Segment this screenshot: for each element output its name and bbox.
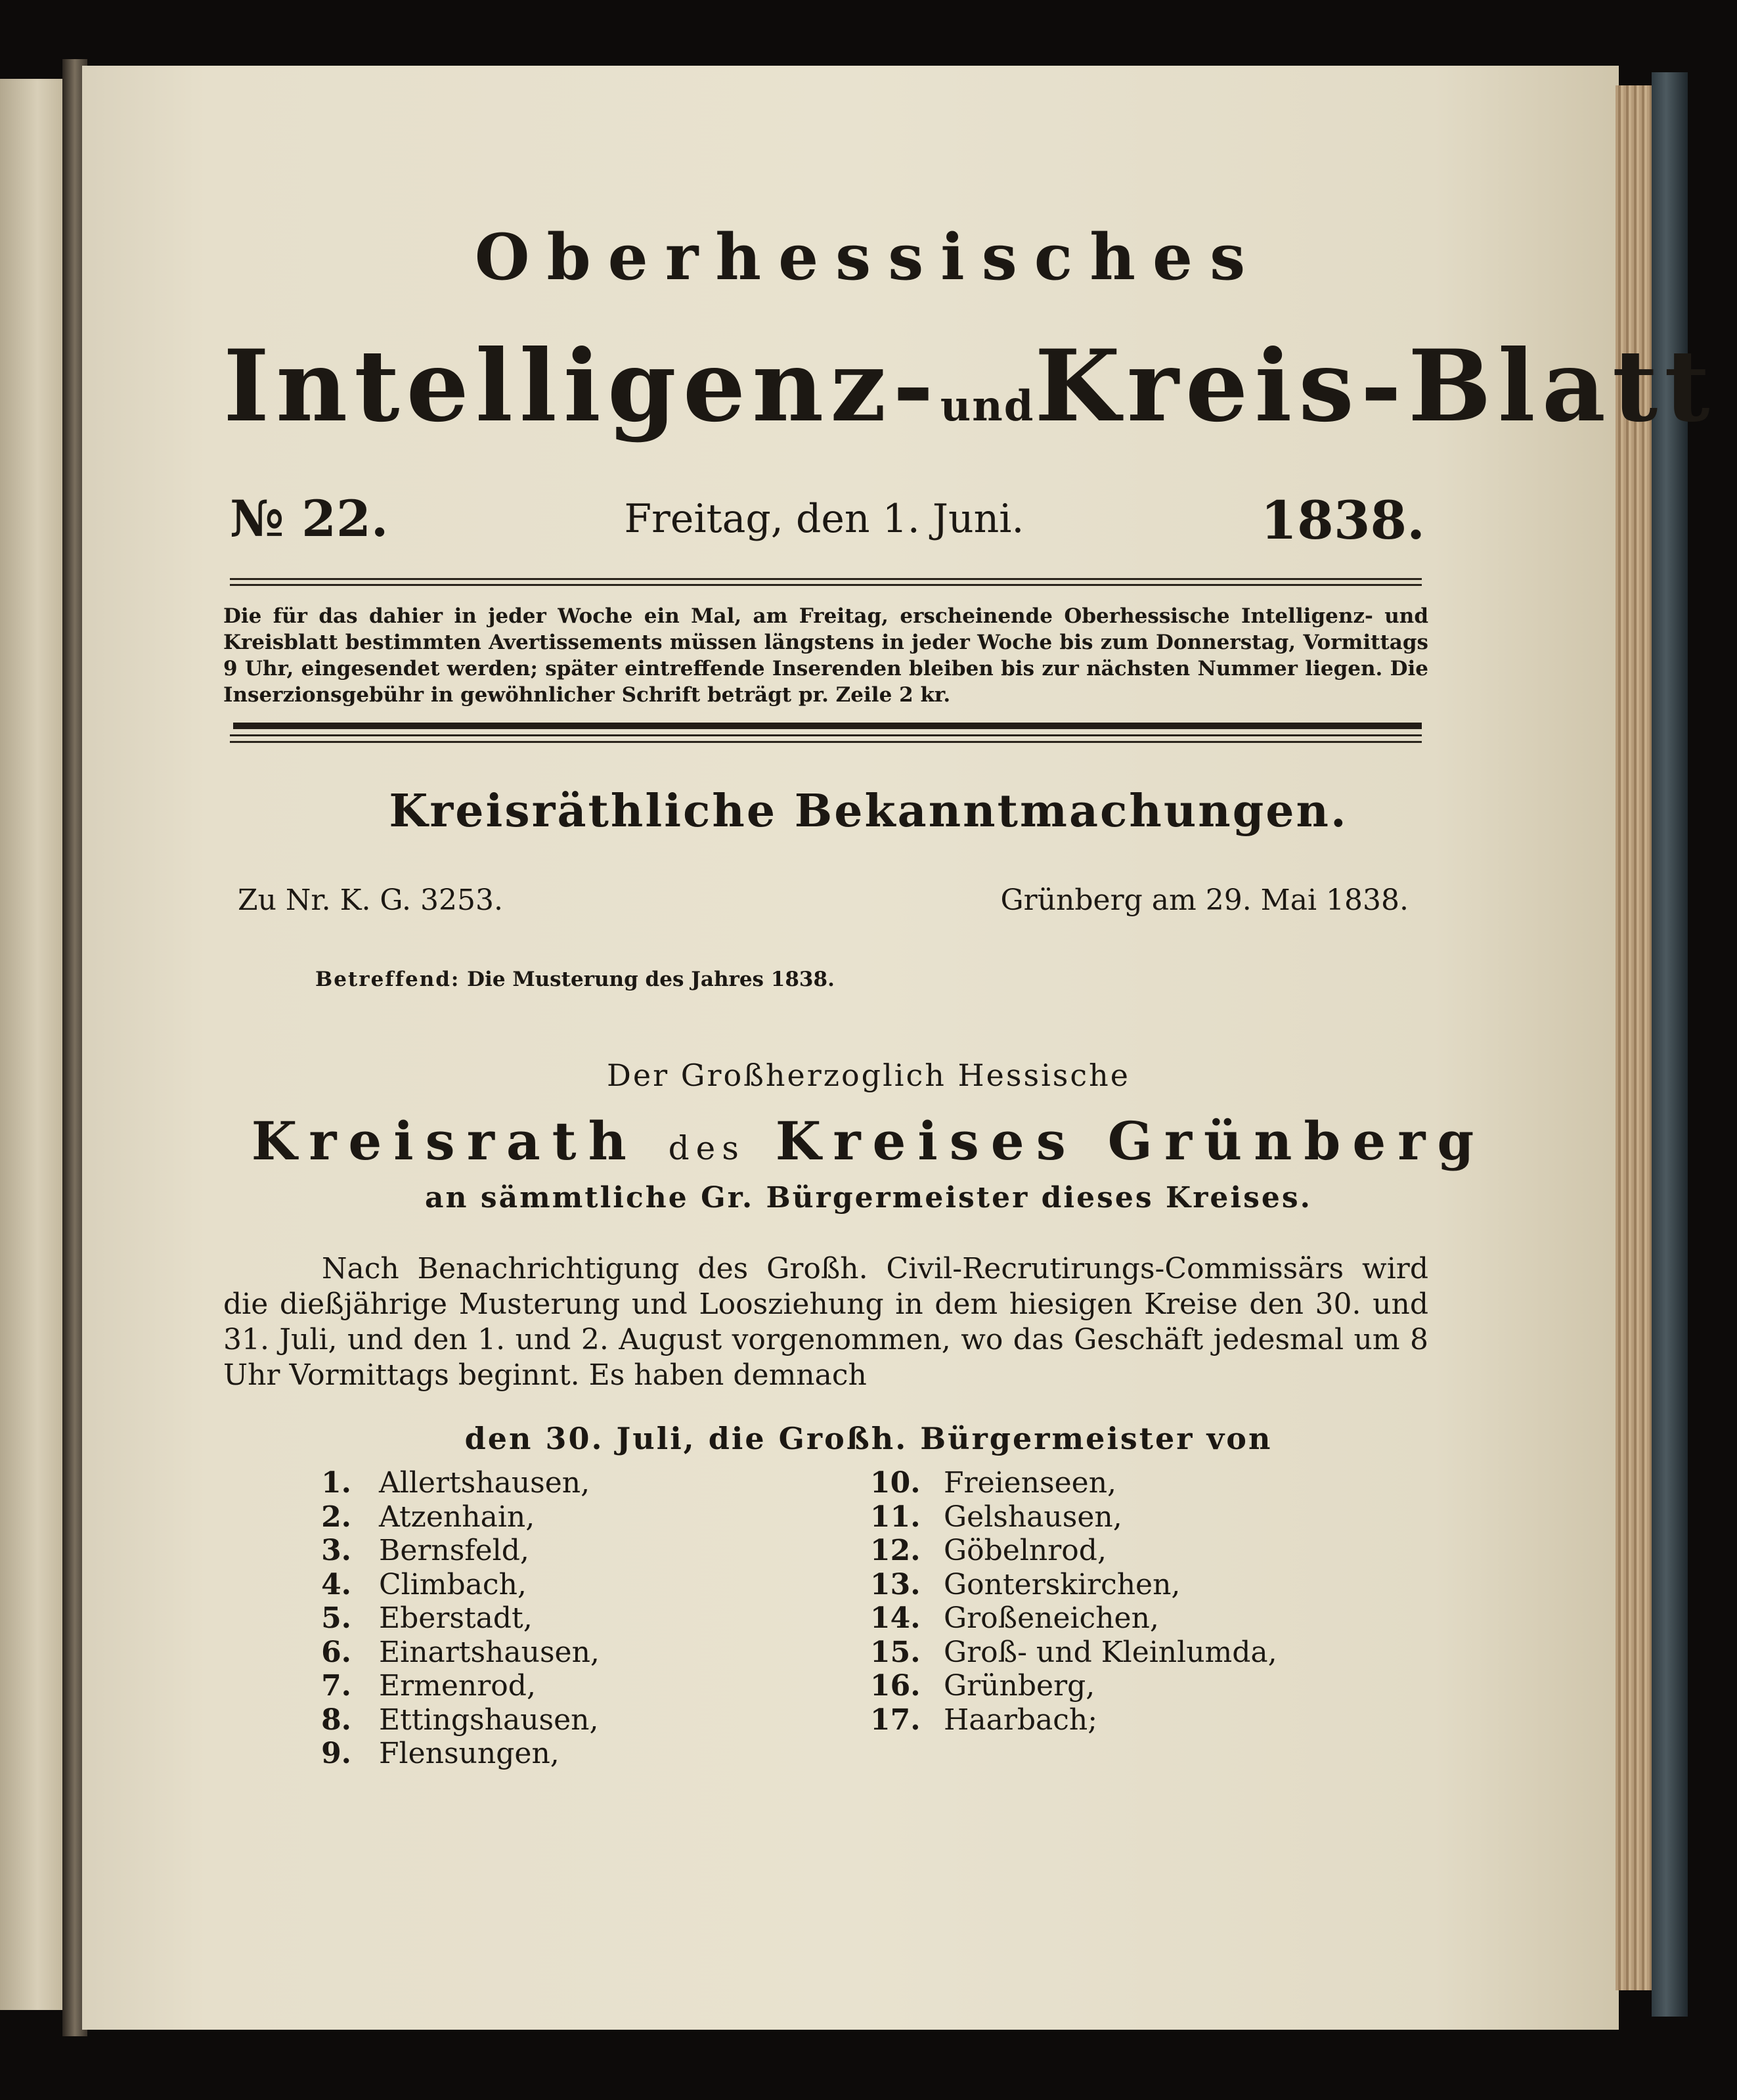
address-des: des: [668, 1129, 745, 1167]
address-line-2: [0, 1110, 1737, 1172]
body-paragraph: Nach Benachrichtigung des Großh. Civil-Recrutirungs-Commissärs wird die dießjährige Musterung und Loosziehung in dem hiesigen Kreise den 30. und 31. Juli, und den 1. und 2. August vorgenommen, wo das Geschäft jedesmal um 8 Uhr Vormittags beginnt. Es haben demnach: [223, 1252, 1428, 1392]
list-item: 17. Haarbach;: [870, 1703, 1098, 1737]
list-item: 3. Bernsfeld,: [321, 1534, 529, 1567]
list-item: 10. Freienseen,: [870, 1466, 1117, 1500]
list-item: 8. Ettingshausen,: [321, 1703, 599, 1737]
section-title: Kreisräthliche Bekanntmachungen.: [389, 785, 1348, 838]
rule-under-issue: [230, 578, 1422, 586]
mayor-list-left: [305, 1466, 600, 1771]
list-item: 12. Göbelnrod,: [870, 1534, 1107, 1567]
reference-number: Zu Nr. K. G. 3253.: [238, 883, 503, 917]
list-item: 9. Flensungen,: [321, 1737, 560, 1770]
list-item: 14. Großeneichen,: [870, 1601, 1159, 1635]
day-heading: den 30. Juli, die Großh. Bürgermeister von: [464, 1421, 1273, 1456]
list-item: 6. Einartshausen,: [321, 1635, 600, 1669]
subject-text: Die Musterung des Jahres 1838.: [467, 968, 835, 991]
address-kreis-gruenberg: Kreises Grünberg: [775, 1110, 1486, 1172]
rule-thin-1: [230, 734, 1422, 736]
issue-line: [223, 489, 1425, 555]
list-item: 7. Ermenrod,: [321, 1669, 536, 1703]
list-item: 5. Eberstadt,: [321, 1601, 533, 1635]
place-and-date: Grünberg am 29. Mai 1838.: [1000, 883, 1409, 917]
mayor-list-right: [870, 1466, 1277, 1737]
subscription-notice: Die für das dahier in jeder Woche ein Mal, am Freitag, erscheinende Oberhessische Intelligenz- und Kreisblatt bestimmten Avertissements müssen längstens in jeder Woche bis zum Donnerstag, Vormittags 9 Uhr, eingesendet werden; später eintreffende Inserenden bleiben bis zur nächsten Nummer liegen. Die Inserzionsgebühr in gewöhnlicher Schrift beträgt pr. Zeile 2 kr.: [223, 604, 1428, 707]
subject-label: Betreffend:: [315, 968, 460, 991]
list-item: 2. Atzenhain,: [321, 1500, 535, 1534]
masthead-line-1: Oberhessisches: [474, 220, 1263, 294]
subject-line: [315, 968, 835, 991]
list-item: 13. Gonterskirchen,: [870, 1567, 1181, 1601]
rule-heavy: [233, 723, 1422, 729]
issue-number: № 22.: [230, 489, 389, 548]
rule-thin-2: [230, 741, 1422, 743]
address-kreisrath: Kreisrath: [251, 1110, 638, 1172]
address-line-1: Der Großherzoglich Hessische: [607, 1058, 1130, 1093]
issue-year: 1838.: [1260, 489, 1425, 551]
list-item: 15. Groß- und Kleinlumda,: [870, 1635, 1277, 1669]
list-item: 1. Allertshausen,: [321, 1466, 590, 1500]
masthead-intelligenz: Intelligenz-: [223, 328, 940, 444]
masthead-line-2: [223, 328, 1717, 444]
issue-date: Freitag, den 1. Juni.: [624, 496, 1024, 542]
address-line-3: an sämmtliche Gr. Bürgermeister dieses Kreises.: [425, 1181, 1312, 1215]
masthead-kreisblatt: Kreis-Blatt: [1034, 328, 1717, 444]
masthead-und: und: [940, 382, 1035, 431]
list-item: 11. Gelshausen,: [870, 1500, 1122, 1534]
list-item: 4. Climbach,: [321, 1567, 527, 1601]
list-item: 16. Grünberg,: [870, 1669, 1095, 1703]
